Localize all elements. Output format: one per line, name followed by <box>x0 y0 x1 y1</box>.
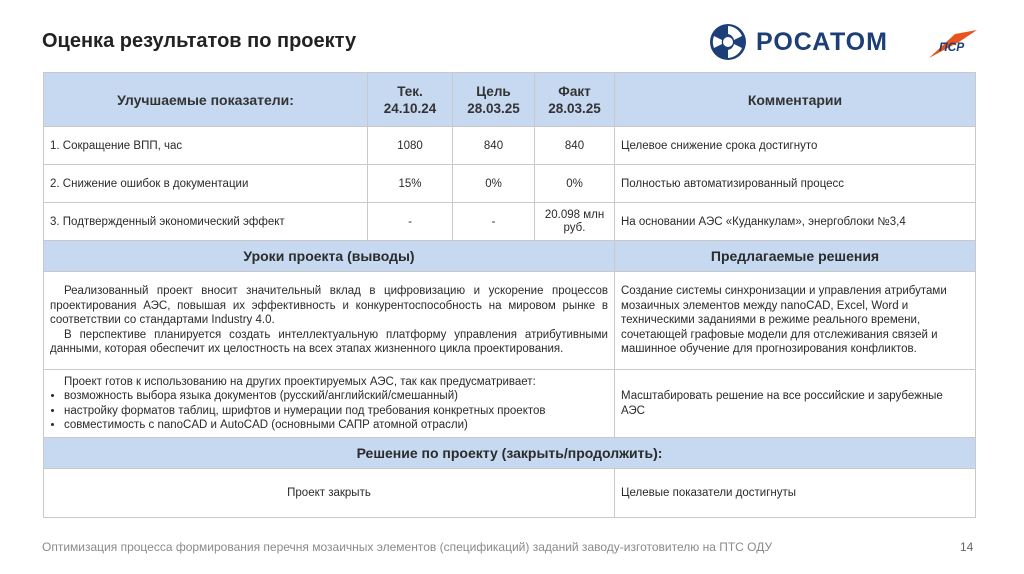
table-row <box>44 165 976 203</box>
lesson-2-intro: Проект готов к использованию на других проектируемых АЭС, так как предусматривает: <box>64 375 536 388</box>
row-current: - <box>368 203 453 241</box>
rosatom-atom-icon <box>708 22 748 62</box>
table-header-row <box>44 73 976 127</box>
list-item: • возможность выбора языка документов (русский/английский/смешанный) <box>64 389 608 404</box>
decision-comment: Целевые показатели достигнуты <box>615 469 976 518</box>
header-comments: Комментарии <box>615 73 976 127</box>
results-table <box>43 72 976 518</box>
row-current: 1080 <box>368 127 453 165</box>
row-target: 840 <box>453 127 535 165</box>
solution-1: Создание системы синхронизации и управления атрибутами мозаичных элементов между nanoCAD, Excel, Word и техническими заданиями в режиме реального времени, сочетающей графовые модели для отслеживания связей и машинное обучение для прогнозирования конфликтов. <box>615 272 976 370</box>
rosatom-wordmark: РОСАТОМ <box>756 28 888 56</box>
page-title: Оценка результатов по проекту <box>42 30 357 52</box>
lessons-header: Уроки проекта (выводы) <box>44 241 615 272</box>
lesson-row <box>44 370 976 438</box>
page-number: 14 <box>960 540 974 554</box>
decision-header: Решение по проекту (закрыть/продолжить): <box>44 438 976 469</box>
row-fact: 0% <box>535 165 615 203</box>
lesson-row <box>44 272 976 370</box>
lesson-1 <box>44 272 615 370</box>
footer-text: Оптимизация процесса формирования перечня мозаичных элементов (спецификаций) заданий заводу-изготовителю на ПТС ОДУ <box>42 540 773 554</box>
header-target <box>453 73 535 127</box>
row-comment: Полностью автоматизированный процесс <box>615 165 976 203</box>
header-target-date: 28.03.25 <box>467 100 520 116</box>
table-row <box>44 203 976 241</box>
psr-label: ПСР <box>939 40 965 54</box>
header-indicators: Улучшаемые показатели: <box>44 73 368 127</box>
decision-header-row <box>44 438 976 469</box>
row-name: 3. Подтвержденный экономический эффект <box>44 203 368 241</box>
lesson-2 <box>44 370 615 438</box>
header-fact-date: 28.03.25 <box>548 100 601 116</box>
row-fact: 840 <box>535 127 615 165</box>
psr-logo <box>925 28 981 60</box>
header-fact <box>535 73 615 127</box>
solution-2: Масштабировать решение на все российские и зарубежные АЭС <box>615 370 976 438</box>
table-row <box>44 127 976 165</box>
row-fact: 20.098 млн руб. <box>535 203 615 241</box>
row-current: 15% <box>368 165 453 203</box>
row-comment: Целевое снижение срока достигнуто <box>615 127 976 165</box>
solutions-header: Предлагаемые решения <box>615 241 976 272</box>
header-current <box>368 73 453 127</box>
decision-row <box>44 469 976 518</box>
row-comment: На основании АЭС «Куданкулам», энергоблоки №3,4 <box>615 203 976 241</box>
list-item: • совместимость с nanoCAD и AutoCAD (основными САПР атомной отрасли) <box>64 418 608 433</box>
header-target-label: Цель <box>476 83 511 99</box>
header-current-date: 24.10.24 <box>383 100 437 116</box>
rosatom-logo <box>708 22 908 62</box>
row-name: 1. Сокращение ВПП, час <box>44 127 368 165</box>
lesson-2-list <box>50 389 608 433</box>
decision-value: Проект закрыть <box>44 469 615 518</box>
row-target: - <box>453 203 535 241</box>
lesson-1-paragraph-2: В перспективе планируется создать интеллектуальную платформу управления атрибутивными данными, которая обеспечит их целостность на всех этапах жизненного цикла проектирования. <box>50 328 608 356</box>
list-item: • настройку форматов таблиц, шрифтов и нумерации под требования конкретных проектов <box>64 404 608 419</box>
lesson-1-paragraph-1: Реализованный проект вносит значительный вклад в цифровизацию и ускорение процессов проектирования АЭС, повышая их эффективность и конкурентоспособность на мировом рынке в соответствии со стандартами Industry 4.0. <box>50 285 608 327</box>
lessons-header-row <box>44 241 976 272</box>
header-current-label: Тек. <box>397 83 423 99</box>
header-fact-label: Факт <box>558 83 591 99</box>
row-name: 2. Снижение ошибок в документации <box>44 165 368 203</box>
row-target: 0% <box>453 165 535 203</box>
